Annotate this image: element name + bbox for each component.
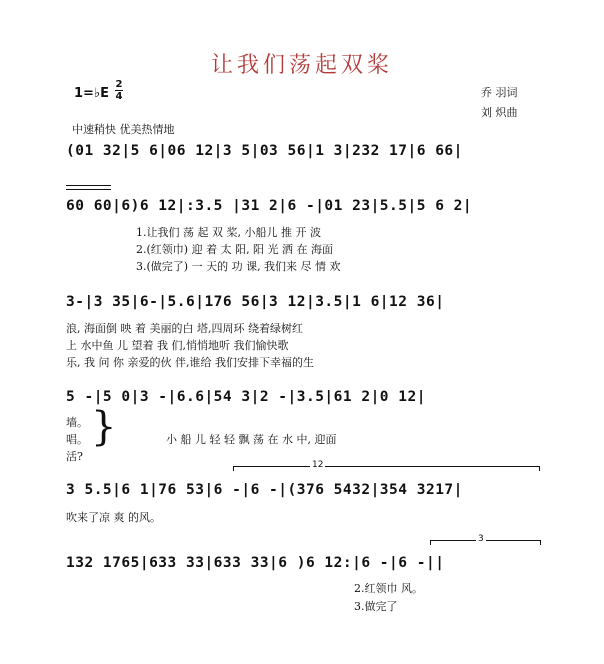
lyric-verse-1: 浪, 海面倒 映 着 美丽的白 塔,四周环 绕着绿树红 <box>66 322 303 335</box>
tuplet-bracket <box>233 466 539 467</box>
tuplet-bracket-tick <box>233 466 234 471</box>
lyric-verse-3-ending: 3.做完了 <box>354 600 398 613</box>
beam-line <box>66 185 111 186</box>
lyric-verse-2: 2.(红领巾) 迎 着 太 阳, 阳 光 洒 在 海面 <box>136 243 334 256</box>
lyric-verse-3: 活? <box>66 450 83 463</box>
tuplet-bracket-tick <box>540 540 541 545</box>
notation-line-3: 3-|3 35|6-|5.6|176 56|3 12|3.5|1 6|12 36| <box>66 294 445 310</box>
verse-brace: } <box>91 404 117 450</box>
notation-line-2: 60 60|6)6 12|:3.5 |31 2|6 -|01 23|5.5|5 6 2| <box>66 198 473 214</box>
tempo-marking: 中速稍快 优美热情地 <box>72 123 175 136</box>
notation-line-1: (01 32|5 6|06 12|3 5|03 56|1 3|232 17|6 66| <box>66 143 463 159</box>
meter-top: 2 <box>115 79 123 90</box>
tuplet-number: 12 <box>312 460 324 470</box>
notation-line-6: 132 1765|633 33|633 33|6 )6 12:|6 -|6 -|| <box>66 555 445 571</box>
lyric-verse-2: 唱。 <box>66 433 88 446</box>
time-signature <box>115 80 123 101</box>
lyric-line-5: 吹来了凉 爽 的风。 <box>66 511 161 524</box>
lyric-verse-3: 3.(做完了) 一 天的 功 课, 我们来 尽 情 欢 <box>136 260 341 273</box>
notation-line-4: 5 -|5 0|3 -|6.6|54 3|2 -|3.5|61 2|0 12| <box>66 389 426 405</box>
tuplet-bracket-tick <box>539 466 540 471</box>
key-signature: 1=♭E <box>74 86 109 101</box>
meter-bottom: 4 <box>115 91 123 102</box>
chorus-lyric: 小 船 儿 轻 轻 飘 荡 在 水 中, 迎面 <box>166 433 337 446</box>
lyric-verse-1: 1.让我们 荡 起 双 桨, 小船儿 推 开 波 <box>136 226 321 239</box>
lyric-verse-2-ending: 2.红领巾 风。 <box>354 582 423 595</box>
lyricist-credit: 乔 羽词 <box>481 86 518 99</box>
composer-credit: 刘 炽曲 <box>481 106 518 119</box>
song-title: 让我们荡起双桨 <box>210 53 393 78</box>
lyric-verse-3: 乐, 我 问 你 亲爱的伙 伴,谁给 我们安排下幸福的生 <box>66 356 314 369</box>
tuplet-bracket-tick <box>430 540 431 545</box>
beam-line <box>66 189 111 190</box>
notation-line-5: 3 5.5|6 1|76 53|6 -|6 -|(376 5432|354 3217| <box>66 482 463 498</box>
lyric-verse-2: 上 水中鱼 儿 望着 我 们,悄悄地听 我们愉快歌 <box>66 339 289 352</box>
lyric-verse-1: 墙。 <box>66 416 88 429</box>
tuplet-number: 3 <box>478 534 484 544</box>
